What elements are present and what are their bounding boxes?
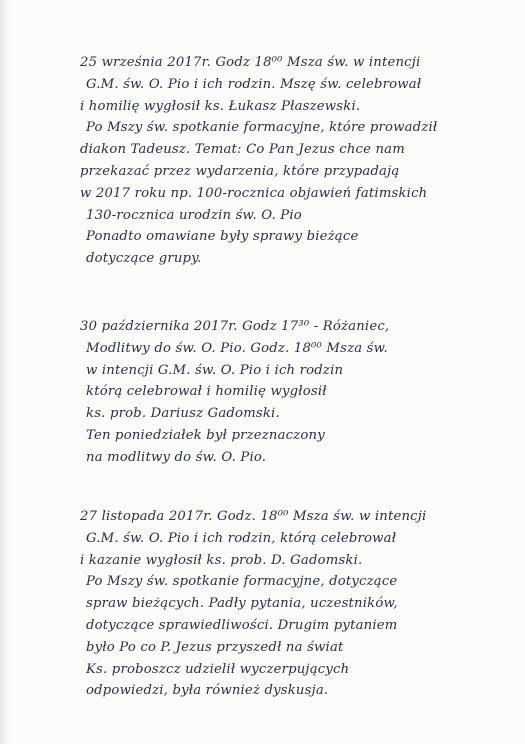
entry-line: Ten poniedziałek był przeznaczony — [86, 427, 325, 443]
entry-line: 130-rocznica urodzin św. O. Pio — [86, 207, 302, 223]
entry-line: diakon Tadeusz. Temat: Co Pan Jezus chce nam — [80, 142, 405, 158]
entry-line: 27 listopada 2017r. Godz. 18⁰⁰ Msza św. w intencji — [80, 509, 427, 524]
entry-line: ks. prob. Dariusz Gadomski. — [86, 406, 280, 422]
entry-line: Po Mszy św. spotkanie formacyjne, które prowadził — [86, 120, 438, 136]
entry-line: 25 września 2017r. Godz 18⁰⁰ Msza św. w intencji — [80, 55, 421, 70]
entry-2017-10-30 — [80, 316, 495, 469]
entry-line: i homilię wygłosił ks. Łukasz Płaszewski. — [80, 98, 361, 114]
entry-line: w 2017 roku np. 100-rocznica objawień fatimskich — [80, 185, 428, 201]
entry-line: było Po co P. Jezus przyszedł na świat — [86, 639, 344, 655]
entry-2017-09-25 — [80, 52, 495, 270]
entry-line: Modlitwy do św. O. Pio. Godz. 18⁰⁰ Msza św. — [86, 340, 388, 356]
entry-2017-11-27 — [80, 506, 495, 702]
entry-line: i kazanie wygłosił ks. prob. D. Gadomski. — [80, 552, 363, 568]
entry-line: dotyczące sprawiedliwości. Drugim pytaniem — [86, 617, 398, 633]
entry-line: Ponadto omawiane były sprawy bieżące — [86, 229, 359, 245]
entry-line: na modlitwy do św. O. Pio. — [86, 449, 267, 465]
entry-line: Ks. proboszcz udzielił wyczerpujących — [86, 661, 350, 677]
entry-line: którą celebrował i homilię wygłosił — [86, 384, 327, 400]
entry-line: G.M. św. O. Pio i ich rodzin, którą celebrował — [86, 530, 397, 546]
entry-line: Po Mszy św. spotkanie formacyjne, dotyczące — [86, 574, 398, 590]
entry-line: odpowiedzi, była również dyskusja. — [86, 683, 329, 699]
entry-line: w intencji G.M. św. O. Pio i ich rodzin — [86, 362, 344, 378]
entry-line: G.M. św. O. Pio i ich rodzin. Mszę św. celebrował — [86, 76, 422, 92]
entry-line: spraw bieżących. Padły pytania, uczestników, — [86, 596, 398, 612]
entry-line: dotyczące grupy. — [86, 251, 202, 267]
entry-line: przekazać przez wydarzenia, które przypadają — [80, 163, 400, 179]
entry-line: 30 października 2017r. Godz 17³⁰ - Różaniec, — [80, 319, 390, 334]
